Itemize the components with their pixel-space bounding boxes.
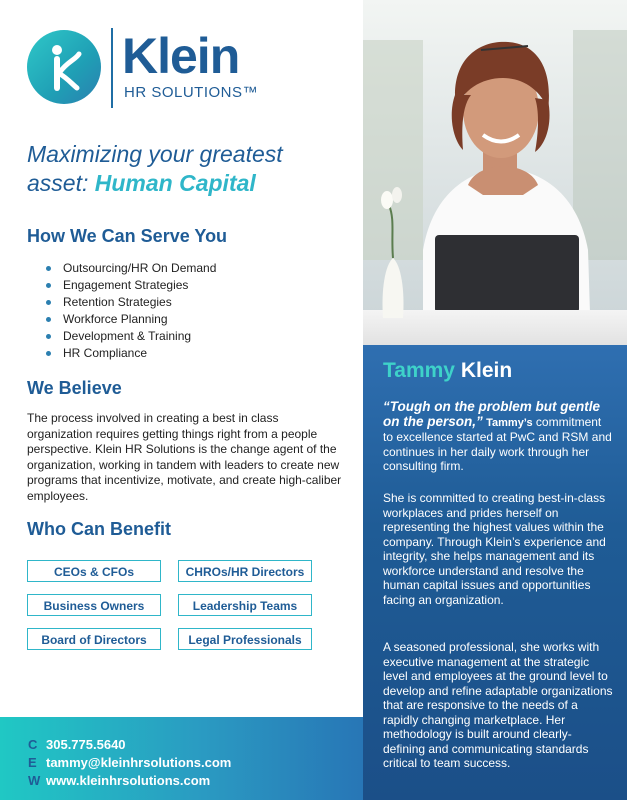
bio-paragraph-1 <box>383 400 613 474</box>
serve-list <box>46 260 216 362</box>
list-item: Retention Strategies <box>46 294 216 311</box>
logo-mark <box>27 30 101 104</box>
bio-paragraph-2: She is committed to creating best-in-class workplaces and prides herself on representing the highest values within the company. Through Klein’s experience and integrity, she helps management and its workforce understand and resolve the human capital issues and opportunities facing an organization. <box>383 491 606 607</box>
tagline-highlight: Human Capital <box>94 170 256 196</box>
profile-first-name: Tammy <box>383 359 455 382</box>
contact-bar <box>0 717 363 800</box>
tagline-line2-prefix: asset: <box>27 170 95 196</box>
phone-label: C <box>28 737 38 752</box>
benefit-item: CEOs & CFOs <box>27 560 161 582</box>
profile-last-name: Klein <box>460 359 513 382</box>
portrait-illustration <box>363 0 627 345</box>
bio-paragraph-1-text: commitment to excellence started at PwC and RSM and continues in her daily work through her consulting firm. <box>383 414 612 473</box>
portrait-photo <box>363 0 627 345</box>
phone-number[interactable]: 305.775.5640 <box>46 737 126 752</box>
serve-heading: How We Can Serve You <box>27 226 228 246</box>
list-item: Workforce Planning <box>46 311 216 328</box>
benefit-heading: Who Can Benefit <box>27 519 171 539</box>
list-item: Engagement Strategies <box>46 277 216 294</box>
benefit-item: Board of Directors <box>27 628 161 650</box>
logo-subtitle: HR SOLUTIONS™ <box>124 84 259 101</box>
web-label: W <box>28 773 41 788</box>
profile-panel <box>363 345 627 800</box>
bio-quote-attribution: Tammy’s <box>486 416 533 429</box>
logo-wordmark: Klein <box>122 28 240 84</box>
email-link[interactable]: tammy@kleinhrsolutions.com <box>46 755 232 770</box>
list-item: Outsourcing/HR On Demand <box>46 260 216 277</box>
logo-k-icon <box>27 30 101 104</box>
contact-phone <box>28 737 126 752</box>
benefit-item: Legal Professionals <box>178 628 312 650</box>
tagline-line1: Maximizing your greatest <box>27 141 283 167</box>
list-item: Development & Training <box>46 328 216 345</box>
contact-web <box>28 773 210 788</box>
logo <box>27 28 277 108</box>
bio-paragraph-3: A seasoned professional, she works with executive management at the strategic level and employees at the ground level to develop and refine adaptable organizations that are responsive to the needs of a rapidly changing marketplace. Her methodology is built around clearly-defining and communicating standards critical to team success. <box>383 640 613 770</box>
contact-email <box>28 755 231 770</box>
bio-quote: “Tough on the problem but gentle on the person,” <box>383 399 600 429</box>
web-link[interactable]: www.kleinhrsolutions.com <box>46 773 211 788</box>
believe-heading: We Believe <box>27 378 122 398</box>
email-label: E <box>28 755 37 770</box>
tagline <box>27 140 347 198</box>
profile-name <box>383 359 512 383</box>
believe-text: The process involved in creating a best in class organization requires getting things right from a people perspective. Klein HR Solutions is the change agent of the organization, working in tandem with leaders to create new programs that incentivize, motivate, and create high-caliber employees. <box>27 411 342 503</box>
logo-divider <box>111 28 113 108</box>
benefit-item: CHROs/HR Directors <box>178 560 312 582</box>
list-item: HR Compliance <box>46 345 216 362</box>
benefit-item: Business Owners <box>27 594 161 616</box>
benefit-item: Leadership Teams <box>178 594 312 616</box>
